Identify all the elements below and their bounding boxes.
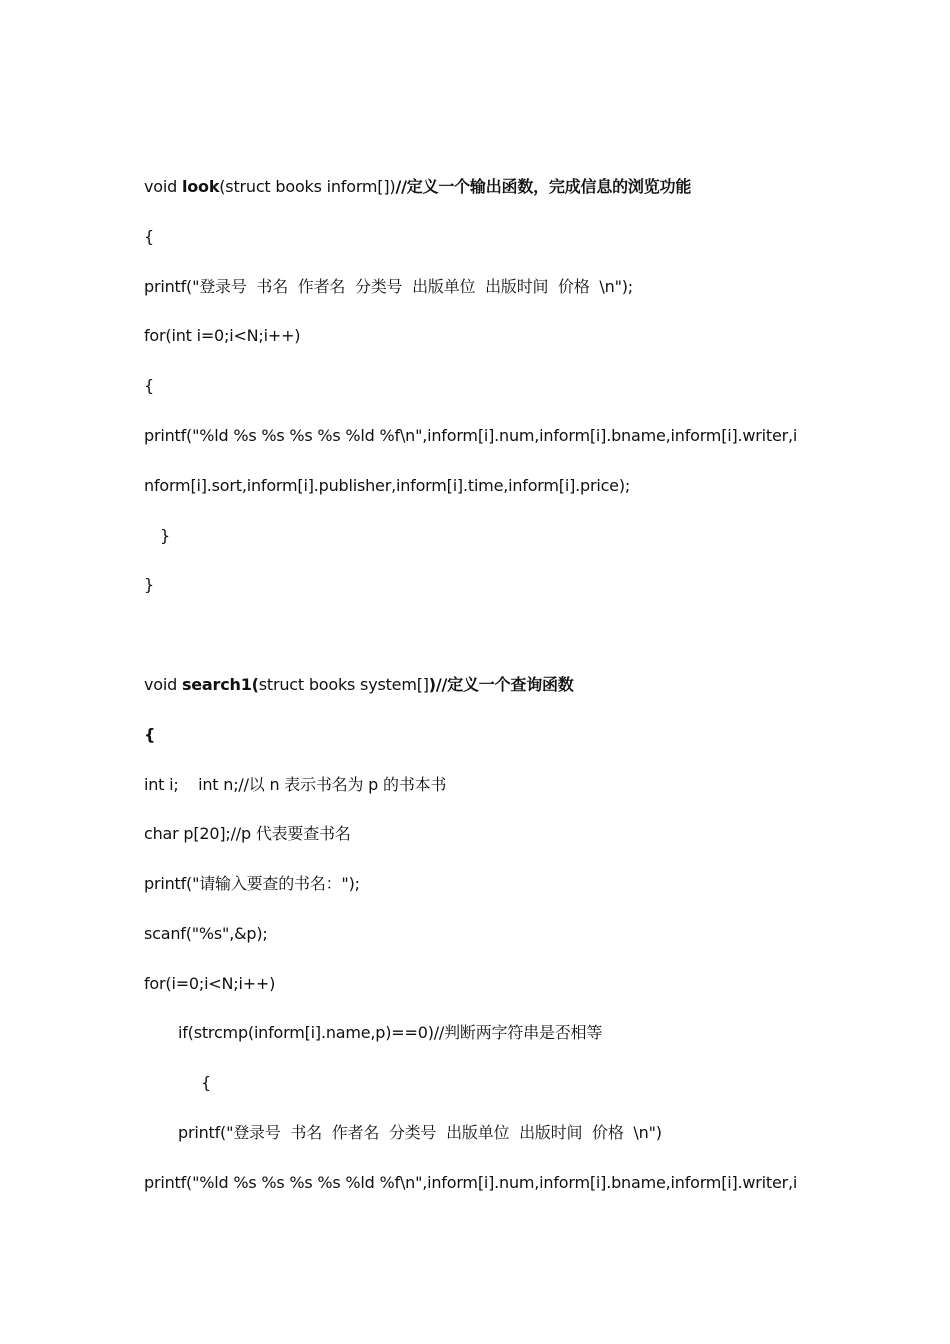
code-line-for-loop: for(i=0;i<N;i++) [144,974,276,993]
code-line-printf-record: printf("%ld %s %s %s %s %ld %f\n",inform[i].num,inform[i].bname,inform[i].writer,i [144,426,798,445]
keyword-void: void [144,675,182,694]
code-line-open-brace: { [144,725,156,744]
code-line-printf-record: printf("%ld %s %s %s %s %ld %f\n",inform[i].num,inform[i].bname,inform[i].writer,i [144,1173,798,1192]
code-line-close-brace: } [144,575,154,594]
keyword-void: void [144,177,182,196]
code-line-close-brace: } [160,526,170,545]
code-line-open-brace: { [144,376,154,395]
code-line-printf-prompt: printf("请输入要查的书名："); [144,874,360,893]
code-line-open-brace: { [201,1073,211,1092]
code-line-int-decl: int i; int n;//以 n 表示书名为 p 的书本书 [144,775,447,794]
code-line-printf-header: printf("登录号 书名 作者名 分类号 出版单位 出版时间 价格 \n") [178,1123,662,1142]
code-line-printf-record-cont: nform[i].sort,inform[i].publisher,inform[i].time,inform[i].price); [144,476,631,495]
code-line-look-signature [144,175,691,199]
code-line-open-brace: { [144,227,154,246]
code-line-if-strcmp: if(strcmp(inform[i].name,p)==0)//判断两字符串是否相等 [178,1023,603,1042]
look-params: (struct books inform[]) [219,177,396,196]
function-name-search1: search1( [181,675,259,694]
code-line-search1-signature [144,673,574,697]
function-name-look: look [181,177,220,196]
search1-comment: )//定义一个查询函数 [428,675,574,694]
code-line-char-decl: char p[20];//p 代表要查书名 [144,824,351,843]
code-line-scanf: scanf("%s",&p); [144,924,268,943]
look-comment: //定义一个输出函数，完成信息的浏览功能 [395,177,692,196]
code-line-printf-header: printf("登录号 书名 作者名 分类号 出版单位 出版时间 价格 \n"); [144,277,633,296]
search1-params: struct books system[] [258,675,429,694]
code-line-for-loop: for(int i=0;i<N;i++) [144,326,301,345]
